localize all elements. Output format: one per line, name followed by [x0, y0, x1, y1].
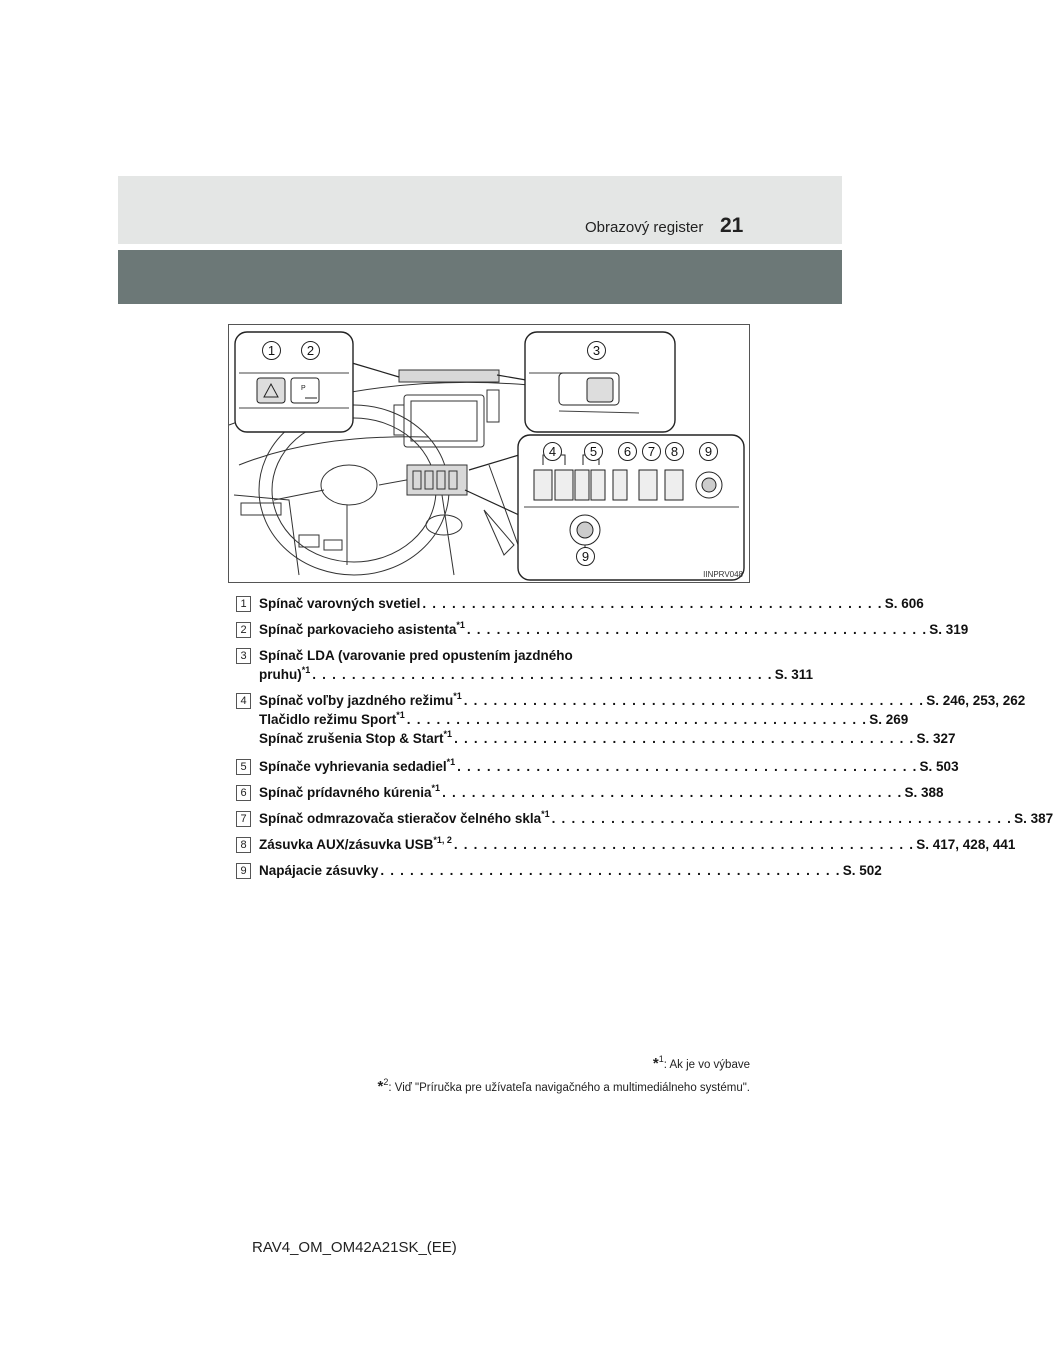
- figure-code: IINPRV048: [703, 570, 743, 579]
- document-code: RAV4_OM_OM42A21SK_(EE): [252, 1239, 457, 1256]
- footnote-number: 2: [383, 1077, 389, 1088]
- footnote-star: *: [652, 1055, 659, 1072]
- item-page-ref: S. 387: [1014, 811, 1053, 826]
- footnote-text: : Viď "Príručka pre užívateľa navigačného a multimediálneho systému".: [388, 1082, 750, 1094]
- footnote-number: 1: [658, 1054, 664, 1065]
- footnote-star: *: [377, 1078, 384, 1095]
- item-number: 8: [236, 837, 251, 853]
- callout-1: 1: [262, 341, 281, 360]
- leader-dots: . . . . . . . . . . . . . . . . . . . . . . . . . . . . . . . . . . . . . . . . . . . . . . .: [312, 667, 773, 682]
- item-label: Spínač odmrazovača stieračov čelného skla: [259, 811, 542, 826]
- footnote-mark: *1: [446, 756, 456, 767]
- footnote-mark: *1: [431, 782, 441, 793]
- callout-9-top: 9: [699, 442, 718, 461]
- footnote-mark: *1: [456, 619, 465, 630]
- leader-dots: . . . . . . . . . . . . . . . . . . . . . . . . . . . . . . . . . . . . . . . . . . . . . . .: [466, 622, 928, 637]
- item-label: Spínač parkovacieho asistenta: [259, 622, 457, 637]
- item-number: 2: [236, 622, 251, 638]
- item-page-ref: S. 311: [774, 667, 813, 682]
- leader-dots: . . . . . . . . . . . . . . . . . . . . . . . . . . . . . . . . . . . . . . . . . . . . . . .: [380, 863, 841, 878]
- callout-9-bottom: 9: [576, 547, 595, 566]
- item-label: Zásuvka AUX/zásuvka USB: [259, 837, 434, 852]
- callout-4: 4: [543, 442, 562, 461]
- leader-dots: . . . . . . . . . . . . . . . . . . . . . . . . . . . . . . . . . . . . . . . . . . . . . . .: [551, 811, 1013, 826]
- svg-text:P: P: [301, 385, 306, 392]
- item-number: 3: [236, 648, 251, 664]
- leader-dots: . . . . . . . . . . . . . . . . . . . . . . . . . . . . . . . . . . . . . . . . . . . . . . .: [406, 712, 868, 727]
- item-page-ref: S. 269: [869, 712, 909, 727]
- item-page-ref: S. 417, 428, 441: [916, 837, 1016, 852]
- item-page-ref: S. 319: [929, 622, 969, 637]
- item-number: 6: [236, 785, 251, 801]
- item-label: Tlačidlo režimu Sport: [259, 712, 397, 727]
- item-page-ref: S. 246, 253, 262: [926, 693, 1026, 708]
- callout-8: 8: [665, 442, 684, 461]
- item-number: 1: [236, 596, 251, 612]
- item-label: Spínač voľby jazdného režimu: [259, 693, 454, 708]
- item-label: Napájacie zásuvky: [259, 863, 379, 878]
- callout-3: 3: [587, 341, 606, 360]
- item-page-ref: S. 503: [919, 759, 959, 774]
- leader-dots: . . . . . . . . . . . . . . . . . . . . . . . . . . . . . . . . . . . . . . . . . . . . . . .: [457, 759, 918, 774]
- leader-dots: . . . . . . . . . . . . . . . . . . . . . . . . . . . . . . . . . . . . . . . . . . . . . . .: [463, 693, 925, 708]
- leader-dots: . . . . . . . . . . . . . . . . . . . . . . . . . . . . . . . . . . . . . . . . . . . . . . .: [422, 596, 883, 611]
- footnote-1: [653, 1055, 750, 1072]
- footnote-text: : Ak je vo výbave: [663, 1059, 750, 1071]
- footnote-mark: *1, 2: [433, 834, 452, 845]
- section-band: [118, 250, 842, 304]
- footnote-mark: *1: [541, 808, 550, 819]
- item-number: 5: [236, 759, 251, 775]
- leader-dots: . . . . . . . . . . . . . . . . . . . . . . . . . . . . . . . . . . . . . . . . . . . . . . .: [453, 837, 915, 852]
- item-label: Spínač prídavného kúrenia: [259, 785, 432, 800]
- item-page-ref: S. 502: [842, 863, 882, 878]
- item-label: Spínač varovných svetiel: [259, 596, 421, 611]
- callout-6: 6: [618, 442, 637, 461]
- callout-7: 7: [642, 442, 661, 461]
- footnote-mark: *1: [453, 690, 462, 701]
- footnote-2: [378, 1078, 751, 1095]
- dashboard-illustration: [228, 324, 750, 583]
- footnote-mark: *1: [396, 709, 405, 720]
- item-label: Spínač LDA (varovanie pred opustením jazdného: [259, 648, 573, 663]
- item-number: 4: [236, 693, 251, 709]
- item-number: 9: [236, 863, 251, 879]
- item-page-ref: S. 327: [916, 731, 956, 746]
- item-label: Spínače vyhrievania sedadiel: [259, 759, 447, 774]
- item-number: 7: [236, 811, 251, 827]
- footnote-mark: *1: [443, 728, 453, 739]
- item-label-continued: pruhu): [259, 667, 302, 682]
- footnote-mark: *1: [301, 664, 311, 675]
- section-title: Obrazový register: [585, 219, 704, 236]
- callout-2: 2: [301, 341, 320, 360]
- item-label: Spínač zrušenia Stop & Start: [259, 731, 444, 746]
- leader-dots: . . . . . . . . . . . . . . . . . . . . . . . . . . . . . . . . . . . . . . . . . . . . . . .: [442, 785, 903, 800]
- leader-dots: . . . . . . . . . . . . . . . . . . . . . . . . . . . . . . . . . . . . . . . . . . . . . . .: [454, 731, 915, 746]
- item-page-ref: S. 388: [904, 785, 944, 800]
- page-number: 21: [720, 214, 744, 237]
- callout-5: 5: [584, 442, 603, 461]
- item-page-ref: S. 606: [884, 596, 924, 611]
